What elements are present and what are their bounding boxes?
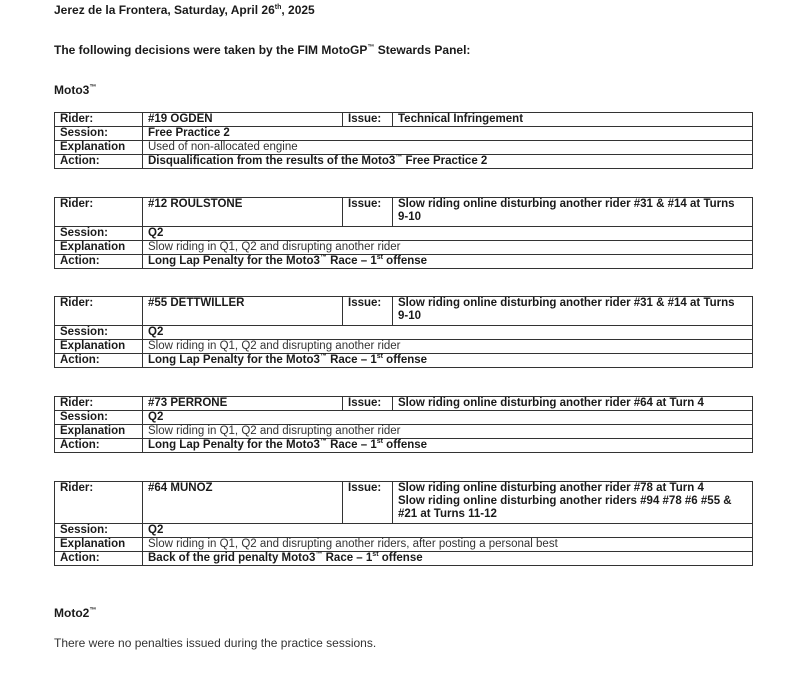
session-label: Session: <box>55 524 143 538</box>
session-value: Q2 <box>143 524 753 538</box>
dateline: Jerez de la Frontera, Saturday, April 26th, 2025 <box>54 3 315 17</box>
rider-label: Rider: <box>55 482 143 524</box>
explanation-value: Slow riding in Q1, Q2 and disrupting another rider <box>143 340 753 354</box>
rider-label: Rider: <box>55 113 143 127</box>
decision-table-dettwiller <box>54 296 753 368</box>
action-label: Action: <box>55 552 143 566</box>
session-label: Session: <box>55 326 143 340</box>
rider-row <box>55 297 753 326</box>
explanation-row <box>55 425 753 439</box>
action-value: Back of the grid penalty Moto3™ Race – 1st offense <box>143 552 753 566</box>
moto2-heading: Moto2™ <box>54 606 97 620</box>
session-row <box>55 127 753 141</box>
explanation-value: Slow riding in Q1, Q2 and disrupting another rider <box>143 425 753 439</box>
action-row <box>55 439 753 453</box>
explanation-label: Explanation <box>55 425 143 439</box>
explanation-row <box>55 538 753 552</box>
rider-value: #73 PERRONE <box>143 397 343 411</box>
action-label: Action: <box>55 255 143 269</box>
session-label: Session: <box>55 227 143 241</box>
explanation-value: Used of non-allocated engine <box>143 141 753 155</box>
rider-row <box>55 113 753 127</box>
session-value: Free Practice 2 <box>143 127 753 141</box>
session-value: Q2 <box>143 326 753 340</box>
action-value: Long Lap Penalty for the Moto3™ Race – 1st offense <box>143 439 753 453</box>
rider-value: #19 OGDEN <box>143 113 343 127</box>
issue-label: Issue: <box>343 113 393 127</box>
issue-value: Slow riding online disturbing another rider #64 at Turn 4 <box>393 397 753 411</box>
action-value: Long Lap Penalty for the Moto3™ Race – 1st offense <box>143 255 753 269</box>
rider-row <box>55 397 753 411</box>
rider-value: #12 ROULSTONE <box>143 198 343 227</box>
intro-text: The following decisions were taken by the FIM MotoGP™ Stewards Panel: <box>54 43 471 57</box>
issue-label: Issue: <box>343 397 393 411</box>
rider-value: #64 MUNOZ <box>143 482 343 524</box>
session-value: Q2 <box>143 227 753 241</box>
decision-table-ogden <box>54 112 753 169</box>
explanation-value: Slow riding in Q1, Q2 and disrupting another riders, after posting a personal best <box>143 538 753 552</box>
rider-value: #55 DETTWILLER <box>143 297 343 326</box>
decision-table-roulstone <box>54 197 753 269</box>
explanation-label: Explanation <box>55 241 143 255</box>
rider-row <box>55 482 753 524</box>
issue-label: Issue: <box>343 297 393 326</box>
moto3-heading: Moto3™ <box>54 83 97 97</box>
action-label: Action: <box>55 439 143 453</box>
action-row <box>55 552 753 566</box>
issue-value: Technical Infringement <box>393 113 753 127</box>
explanation-row <box>55 340 753 354</box>
issue-label: Issue: <box>343 198 393 227</box>
session-row <box>55 227 753 241</box>
rider-label: Rider: <box>55 198 143 227</box>
rider-row <box>55 198 753 227</box>
explanation-value: Slow riding in Q1, Q2 and disrupting another rider <box>143 241 753 255</box>
moto2-note: There were no penalties issued during the practice sessions. <box>54 636 377 650</box>
action-label: Action: <box>55 354 143 368</box>
session-value: Q2 <box>143 411 753 425</box>
session-label: Session: <box>55 411 143 425</box>
explanation-label: Explanation <box>55 340 143 354</box>
issue-value: Slow riding online disturbing another rider #31 & #14 at Turns 9-10 <box>393 297 753 326</box>
action-row <box>55 354 753 368</box>
action-row <box>55 155 753 169</box>
issue-label: Issue: <box>343 482 393 524</box>
explanation-label: Explanation <box>55 141 143 155</box>
issue-value: Slow riding online disturbing another rider #78 at Turn 4 Slow riding online disturbing another riders #94 #78 #6 #55 & #21 at Turns 11-12 <box>393 482 753 524</box>
session-row <box>55 411 753 425</box>
session-label: Session: <box>55 127 143 141</box>
rider-label: Rider: <box>55 397 143 411</box>
explanation-row <box>55 141 753 155</box>
rider-label: Rider: <box>55 297 143 326</box>
explanation-label: Explanation <box>55 538 143 552</box>
decision-table-munoz <box>54 481 753 566</box>
decision-table-perrone <box>54 396 753 453</box>
session-row <box>55 524 753 538</box>
issue-value: Slow riding online disturbing another rider #31 & #14 at Turns 9-10 <box>393 198 753 227</box>
action-row <box>55 255 753 269</box>
action-value: Long Lap Penalty for the Moto3™ Race – 1st offense <box>143 354 753 368</box>
action-label: Action: <box>55 155 143 169</box>
action-value: Disqualification from the results of the Moto3™ Free Practice 2 <box>143 155 753 169</box>
explanation-row <box>55 241 753 255</box>
session-row <box>55 326 753 340</box>
